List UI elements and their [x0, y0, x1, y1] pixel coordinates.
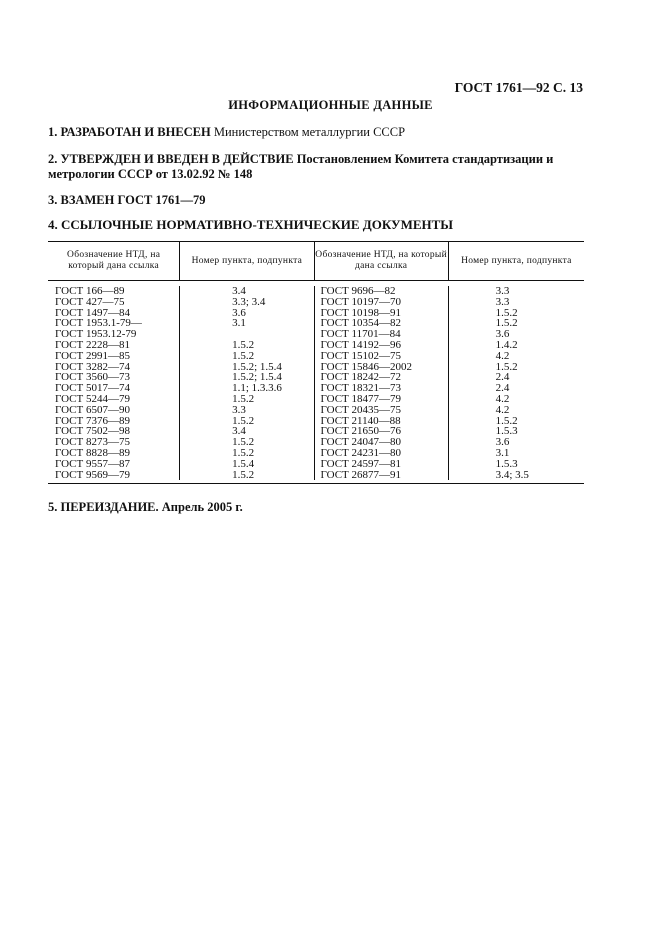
- column-right-docs: [314, 286, 448, 480]
- item-cell: 3.6: [495, 436, 510, 449]
- info-item-2: [48, 152, 588, 181]
- info-item-1: [48, 125, 588, 140]
- item-cell: 1.5.2: [495, 414, 518, 427]
- item-number: 5.: [48, 500, 58, 514]
- table-header: [48, 242, 584, 281]
- item-cell: 1.1; 1.3.3.6: [232, 382, 282, 395]
- header-doc-right: Обозначение НТД, на который дана ссылка: [314, 242, 448, 280]
- item-cell: 3.3: [232, 403, 246, 416]
- item-cell: 3.1: [495, 446, 510, 459]
- column-right-items: [448, 286, 584, 480]
- item-number: 1.: [48, 125, 58, 139]
- column-left-docs: [48, 286, 179, 480]
- doc-cell: ГОСТ 10354—82: [320, 317, 402, 330]
- doc-cell: ГОСТ 1953.1-79—: [55, 317, 142, 330]
- item-number: 3.: [48, 193, 58, 207]
- item-heading: ССЫЛОЧНЫЕ НОРМАТИВНО-ТЕХНИЧЕСКИЕ ДОКУМЕНТЫ: [61, 217, 454, 232]
- info-item-5: [48, 500, 588, 515]
- item-heading: РАЗРАБОТАН И ВНЕСЕН: [60, 125, 211, 139]
- doc-cell: ГОСТ 7376—89: [55, 414, 130, 427]
- item-cell: 1.5.2; 1.5.4: [232, 360, 282, 373]
- item-number: 4.: [48, 217, 58, 232]
- doc-cell: ГОСТ 10197—70: [320, 295, 402, 308]
- doc-cell: ГОСТ 3282—74: [55, 360, 130, 373]
- item-cell: 3.3: [495, 295, 510, 308]
- item-cell: 1.5.3: [495, 425, 518, 438]
- item-cell: 1.5.2: [232, 392, 255, 405]
- item-text: Постановлением Комитета стандартизации и метрологии СССР от 13.02.92 № 148: [48, 152, 554, 181]
- item-cell: 1.5.2: [232, 414, 255, 427]
- item-heading: ПЕРЕИЗДАНИЕ.: [60, 500, 159, 514]
- item-cell: 3.4; 3.5: [495, 468, 529, 481]
- doc-cell: ГОСТ 427—75: [55, 295, 125, 308]
- header-item-right: Номер пункта, подпункта: [448, 242, 584, 280]
- item-cell: 1.5.2: [232, 468, 255, 481]
- doc-cell: ГОСТ 11701—84: [320, 328, 401, 341]
- doc-cell: ГОСТ 18477—79: [320, 392, 402, 405]
- page-header: ГОСТ 1761—92 С. 13: [454, 80, 583, 95]
- doc-cell: ГОСТ 18242—72: [320, 371, 402, 384]
- item-cell: 3.3; 3.4: [232, 295, 266, 308]
- item-heading: УТВЕРЖДЕН И ВВЕДЕН В ДЕЙСТВИЕ: [60, 152, 294, 166]
- item-text: Апрель 2005 г.: [158, 500, 243, 514]
- item-cell: 3.3: [495, 285, 510, 297]
- doc-cell: ГОСТ 8828—89: [55, 446, 130, 459]
- item-cell: 3.1: [232, 317, 246, 330]
- doc-cell: ГОСТ 1497—84: [55, 306, 130, 319]
- column-left-items: [179, 286, 313, 480]
- item-cell: 1.5.2: [495, 306, 518, 319]
- doc-cell: ГОСТ 24597—81: [320, 457, 402, 470]
- doc-cell: ГОСТ 1953.12-79: [55, 328, 137, 341]
- item-cell: 1.5.2: [232, 338, 255, 351]
- item-cell: 1.5.2: [232, 446, 255, 459]
- header-item-left: Номер пункта, подпункта: [179, 242, 313, 280]
- item-cell: 2.4: [495, 382, 510, 395]
- item-cell: 1.5.4: [232, 457, 255, 470]
- item-number: 2.: [48, 152, 58, 166]
- table-body: [48, 281, 584, 483]
- page-title: ИНФОРМАЦИОННЫЕ ДАННЫЕ: [228, 98, 433, 112]
- doc-cell: ГОСТ 26877—91: [320, 468, 402, 481]
- doc-cell: ГОСТ 8273—75: [55, 436, 130, 449]
- doc-cell: ГОСТ 5017—74: [55, 382, 130, 395]
- item-cell: 4.2: [495, 392, 510, 405]
- doc-cell: ГОСТ 24047—80: [320, 436, 402, 449]
- item-cell: 3.6: [232, 306, 246, 319]
- doc-cell: ГОСТ 21140—88: [320, 414, 401, 427]
- item-cell: 1.5.2: [495, 360, 518, 373]
- doc-cell: ГОСТ 3560—73: [55, 371, 130, 384]
- item-cell: 1.5.2: [232, 349, 255, 362]
- doc-cell: ГОСТ 21650—76: [320, 425, 402, 438]
- doc-cell: ГОСТ 9569—79: [55, 468, 130, 481]
- item-text: Министерством металлургии СССР: [210, 125, 406, 139]
- doc-cell: ГОСТ 5244—79: [55, 392, 130, 405]
- doc-cell: ГОСТ 15846—2002: [320, 360, 413, 373]
- doc-cell: ГОСТ 10198—91: [320, 306, 402, 319]
- info-item-4: [48, 218, 588, 233]
- item-cell: 1.5.2: [495, 317, 518, 330]
- doc-cell: ГОСТ 6507—90: [55, 403, 130, 416]
- doc-cell: ГОСТ 7502—98: [55, 425, 130, 438]
- item-cell: 1.4.2: [495, 338, 518, 351]
- item-cell: 3.4: [232, 425, 246, 438]
- item-cell: 4.2: [495, 349, 510, 362]
- item-cell: 3.6: [495, 328, 510, 341]
- doc-cell: ГОСТ 2991—85: [55, 349, 130, 362]
- doc-cell: ГОСТ 24231—80: [320, 446, 402, 459]
- info-item-3: [48, 193, 588, 208]
- item-cell: 1.5.2; 1.5.4: [232, 371, 282, 384]
- item-cell: 1.5.3: [495, 457, 518, 470]
- doc-cell: ГОСТ 20435—75: [320, 403, 402, 416]
- doc-cell: ГОСТ 9696—82: [320, 285, 396, 297]
- item-cell: 2.4: [495, 371, 510, 384]
- item-cell: 3.4: [232, 285, 246, 297]
- header-doc-left: Обозначение НТД, на который дана ссылка: [67, 250, 161, 271]
- item-cell: 4.2: [495, 403, 510, 416]
- doc-cell: ГОСТ 9557—87: [55, 457, 130, 470]
- doc-cell: ГОСТ 166—89: [55, 285, 125, 297]
- doc-cell: ГОСТ 14192—96: [320, 338, 402, 351]
- doc-cell: ГОСТ 15102—75: [320, 349, 402, 362]
- doc-cell: ГОСТ 18321—73: [320, 382, 402, 395]
- references-table: [48, 241, 584, 484]
- item-cell: 1.5.2: [232, 436, 255, 449]
- item-heading: ВЗАМЕН ГОСТ 1761—79: [60, 193, 206, 207]
- doc-cell: ГОСТ 2228—81: [55, 338, 130, 351]
